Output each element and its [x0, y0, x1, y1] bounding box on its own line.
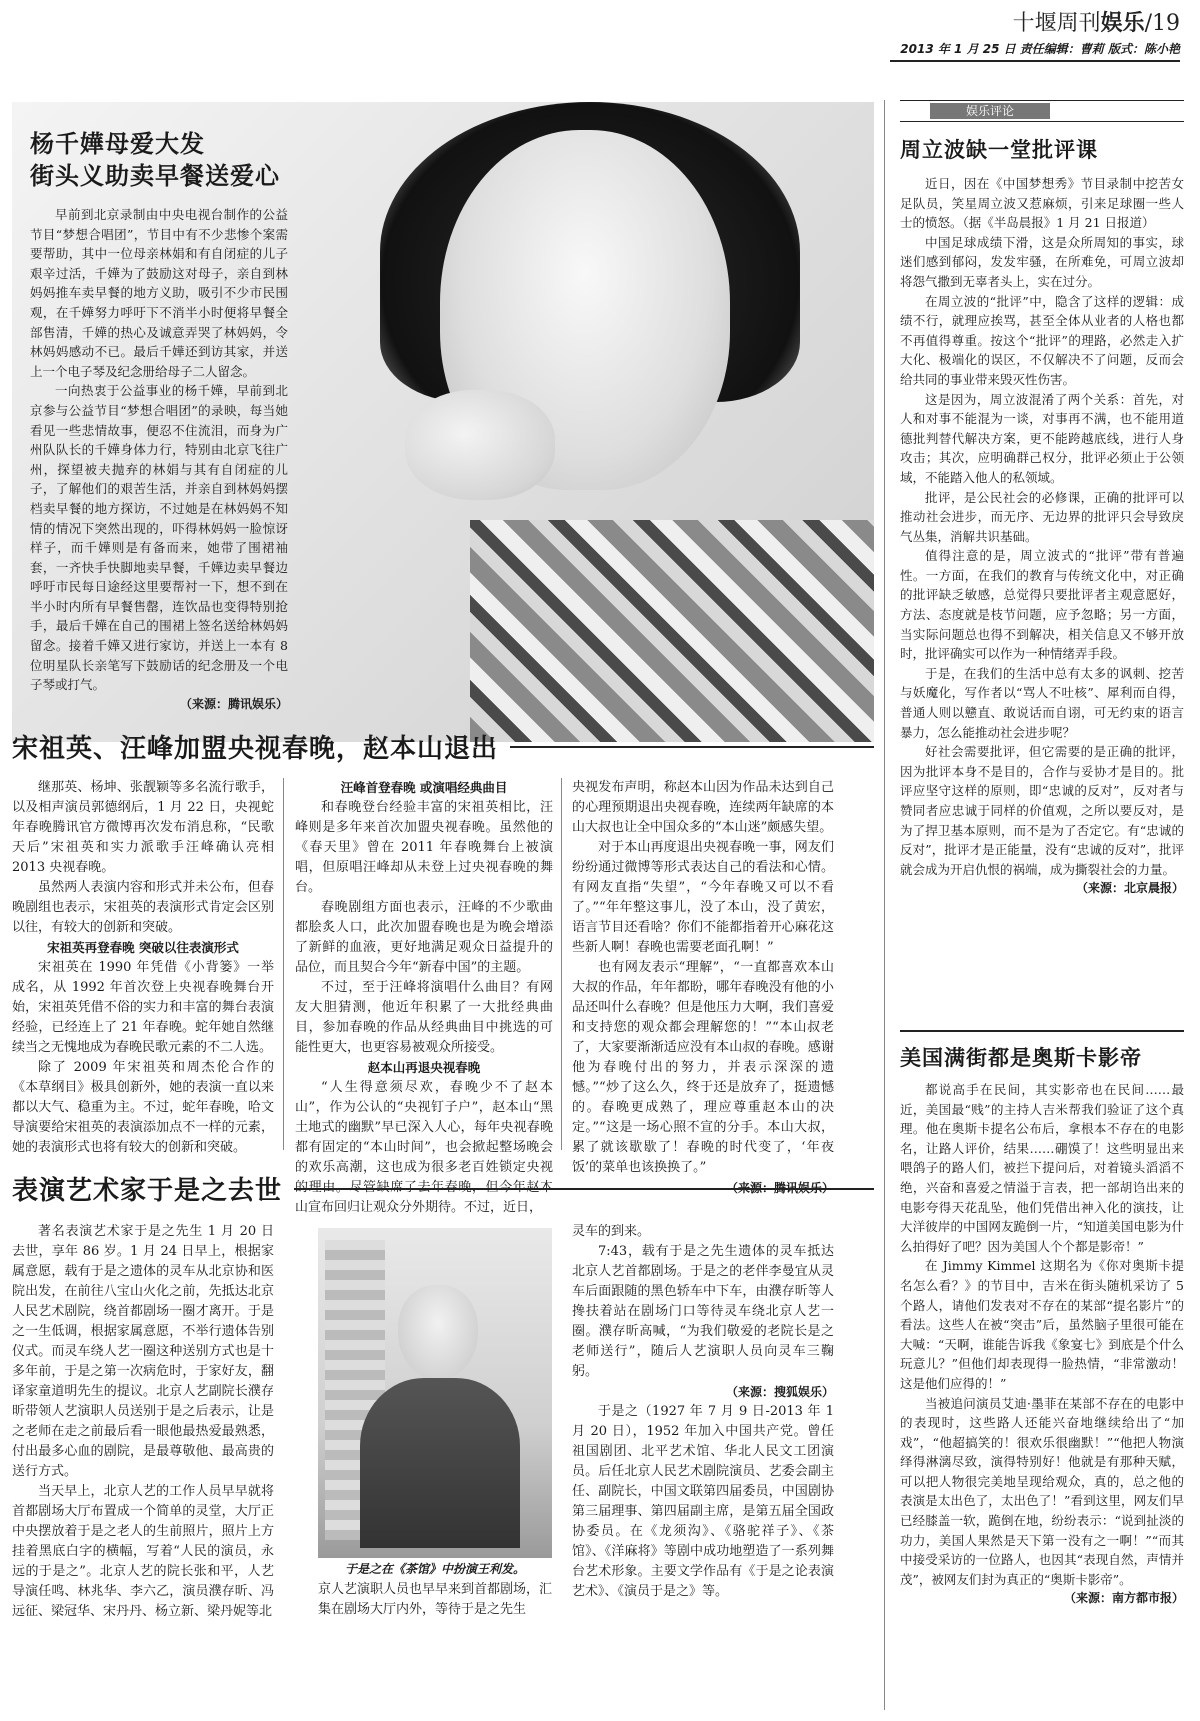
article1-title-line1: 杨千嬅母爱大发 — [30, 129, 205, 158]
page-number: /19 — [1144, 11, 1180, 36]
article-source: （来源：北京晨报） — [1075, 881, 1184, 896]
paragraph: 值得注意的是，周立波式的“批评”带有普遍性。一方面，在我们的教育与传统文化中，对正确的批评缺乏敏感，总觉得只要批评者主观意愿好，方法、态度就是枝节问题，应予忽略；另一方面，当实际问题总也得不到解决，相关信息又不够开放时，批评确实可以作为一种情绪弄手段。 — [900, 548, 1184, 662]
paragraph: 除了 2009 年宋祖英和周杰伦合作的《本草纲目》极具创新外，她的表演一直以来都以大气、稳重为主。不过，蛇年春晚，哈文导演要给宋祖英的表演添加点不一样的元素，她的表演形式也将有较大的创新和突破。 — [12, 1060, 274, 1155]
section-name: 娱乐 — [1100, 10, 1145, 36]
article1-title-line2: 街头义助卖早餐送爱心 — [30, 161, 280, 190]
article1-body — [30, 205, 288, 714]
paragraph: 批评，是公民社会的必修课，正确的批评可以推动社会进步，而无序、无边界的批评只会导致戾气丛集，消解共识基础。 — [900, 489, 1184, 544]
hero-photo-scarf — [470, 520, 874, 742]
subheading: 汪峰首登春晚 或演唱经典曲目 — [340, 780, 508, 795]
subheading: 宋祖英再登春晚 突破以往表演形式 — [47, 940, 239, 955]
article1-paragraph: 早前到北京录制由中央电视台制作的公益节目“梦想合唱团”，节目中有不少悲惨个案需要帮助，其中一位母亲林娟和有自闭症的儿子艰辛过活，千嬅为了鼓励这对母子，亲自到林妈妈推车卖早餐的地方义助，吸引不少市民围观，在千嬅努力呼吁下不消半小时便将早餐全部售清，千嬅的热心及诚意弄哭了林妈妈，令林妈妈感动不已。最后千嬅还到访其家，并送上一个电子琴及纪念册给母子二人留念。 — [30, 207, 288, 379]
article2-column-3 — [572, 778, 834, 1198]
paragraph: 宋祖英在 1990 年凭借《小背篓》一举成名，从 1992 年首次登上央视春晚舞台开始，宋祖英凭借不俗的实力和丰富的舞台表演经验，已经连上了 21 年春晚。蛇年她自然继续当之无愧地成为春晚民歌元素的不二人选。 — [12, 960, 274, 1055]
article4-body — [900, 174, 1184, 899]
paragraph: 中国足球成绩下滑，这是众所周知的事实，球迷们感到郁闷，发发牢骚，在所难免，可周立波却将怨气撒到无辜者头上，实在过分。 — [900, 234, 1184, 289]
masthead — [700, 6, 1180, 37]
paragraph: 于是，在我们的生活中总有太多的讽刺、挖苦与妖魔化，写作者以“骂人不吐核”、犀利而自得，普通人则以戆直、敢说话而自诩，可无约束的语言暴力，怎么能推动社会进步呢？ — [900, 665, 1184, 740]
dateline: 2013 年 1 月 25 日 责任编辑：曹莉 版式：陈小艳 — [900, 42, 1180, 56]
article4-title: 周立波缺一堂批评课 — [900, 137, 1098, 162]
paragraph: “人生得意须尽欢，春晚少不了赵本山”，作为公认的“央视钉子户”，赵本山“黑土地式的幽默”早已深入人心，每年央视春晚都有固定的“本山时间”，也会掀起整场晚会的欢乐高潮，这也成为很多老百姓锁定央视的理由。尽管缺席了去年春晚，但今年赵本山宣布回归让观众分外期待。不过，近日， — [295, 1080, 553, 1215]
paragraph: 不过，至于汪峰将演唱什么曲目？有网友大胆猜测，他近年积累了一大批经典曲目，参加春晚的作品从经典曲目中挑选的可能性更大，也更容易被观众所接受。 — [295, 980, 553, 1055]
article2-title-rule — [510, 746, 874, 748]
paragraph: 当被追问演员艾迪·墨菲在某部不存在的电影中的表现时，这些路人还能兴奋地继续给出了“加戏”，“他超搞笑的！很欢乐很幽默！”“他把人物演绎得淋漓尽致，演得特别好！他就是有那种天赋，可以把人物很完美地呈现给观众，真的，总之他的表演是太出色了，太出色了！”看到这里，网友们早已经膝盖一软，跪倒在地，纷纷表示：“说到扯淡的功力，美国人果然是天下第一没有之一啊！”“而其中接受采访的一位路人，也因其“表现自然，声情并茂”，被网友们封为真正的“奥斯卡影帝”。 — [900, 1395, 1184, 1587]
article2-title: 宋祖英、汪峰加盟央视春晚，赵本山退出 — [12, 734, 499, 764]
paragraph: 春晚剧组方面也表示，汪峰的不少歌曲都脍炙人口，此次加盟春晚也是为晚会增添了新鲜的血液，更好地满足观众日益提升的品位，而且契合今年“新春中国”的主题。 — [295, 900, 553, 975]
article3-column-1 — [12, 1222, 274, 1622]
hero-photo-hand — [405, 390, 555, 500]
paragraph: 著名表演艺术家于是之先生 1 月 20 日去世，享年 86 岁。1 月 24 日早上，根据家属意愿，载有于是之遗体的灵车从北京协和医院出发，在前往八宝山火化之前，先抵达北京人民艺术剧院，绕首都剧场一圈才离开。于是之一生低调，根据家属意愿，不举行遗体告别仪式。而灵车绕人艺一圈这种送别方式也是十多年前，于是之第一次病危时，于家好友，翻译家童道明先生的提议。北京人艺副院长濮存昕带领人艺演职人员送别于是之后表示，让是之老师在走之前最后看一眼他最热爱最熟悉，付出最多心血的剧院，是最尊敬他、最高贵的送行方式。 — [12, 1224, 274, 1479]
article1-paragraph: 一向热衷于公益事业的杨千嬅，早前到北京参与公益节目“梦想合唱团”的录映，每当她看见一些悲情故事，便忍不住流泪，而身为广州队队长的千嬅身体力行，特别由北京飞往广州，探望被夫抛弃的林娟与其有自闭症的儿子，了解他们的艰苦生活，并亲自到林妈妈摆档卖早餐的地方探访，不过她是在林妈妈不知情的情况下突然出现的，吓得林妈妈一脸惊讶样子，而千嬅则是有备而来，她带了围裙袖套，一齐快手快脚地卖早餐，千嬅边卖早餐边呼吁市民每日途经这里要帮衬一下，想不到在半小时内所有早餐售罄，连饮品也变得特别抢手，最后千嬅在自己的围裙上签名送给林妈妈留念。接着千嬅又进行家访，并送上一本有 8 位明星队长亲笔写下鼓励话的纪念册及一个电子琴或打气。 — [30, 383, 288, 693]
masthead-rule — [890, 60, 1180, 62]
paragraph: 和春晚登台经验丰富的宋祖英相比，汪峰则是多年来首次加盟央视春晚。虽然他的《春天里》曾在 2011 年春晚舞台上被演唱，但原唱汪峰却从未登上过央视春晚的舞台。 — [295, 800, 553, 895]
yu-shizhi-photo-robe — [360, 1378, 520, 1548]
article5-title: 美国满街都是奥斯卡影帝 — [900, 1045, 1142, 1070]
column-divider — [561, 778, 562, 1150]
paragraph: 也有网友表示“理解”，“一直都喜欢本山大叔的作品，年年都盼，哪年春晚没有他的小品还叫什么春晚？但是他压力大啊，我们喜爱和支持您的观众都会理解您的！”“本山叔老了，大家要渐渐适应没有本山叔的春晚。感谢他为春晚付出的努力，并表示深深的遗憾。”“炒了这么久，终于还是放弃了，挺遗憾的。春晚更成熟了，理应尊重赵本山的决定。”“这是一场心照不宣的分手。本山大叔，累了就该歇歇了！春晚的时代变了，‘年夜饭’的菜单也该换换了。” — [572, 960, 834, 1175]
article1-headline — [30, 128, 360, 192]
subheading: 赵本山再退央视春晚 — [367, 1060, 481, 1075]
paragraph: 近日，因在《中国梦想秀》节目录制中挖苦女足队员，笑星周立波又惹麻烦，引来足球圈一些人士的愤怒。（据《半岛晨报》1 月 21 日报道） — [900, 176, 1184, 231]
paragraph: 对于本山再度退出央视春晚一事，网友们纷纷通过微博等形式表达自己的看法和心情。有网友直指“失望”，“今年春晚又可以不看了。”“年年整这事儿，没了本山，没了黄宏，语言节目还看啥？你们不能都指着开心麻花这些新人啊！春晚也需要老面孔啊！” — [572, 840, 834, 955]
paragraph: 这是因为，周立波混淆了两个关系：首先，对人和对事不能混为一谈，对事再不满，也不能用道德批判替代解决方案，更不能跨越底线，进行人身攻击；其次，应明确群己权分，批评必须止于公领域，不能踏入他人的私领域。 — [900, 391, 1184, 485]
article5-body — [900, 1080, 1184, 1609]
article2-header — [12, 728, 874, 765]
article3-column-2-tail — [318, 1580, 552, 1620]
article3-title: 表演艺术家于是之去世 — [12, 1176, 283, 1206]
paragraph: 继那英、杨坤、张靓颖等多名流行歌手，以及相声演员郭德纲后，1 月 22 日，央视蛇年春晚腾讯官方微博再次发布消息称，“民歌天后”宋祖英和实力派歌手汪峰确认亮相 2013 央视春晚。 — [12, 780, 274, 875]
article2-column-1 — [12, 778, 274, 1158]
photo-caption: 于是之在《茶馆》中扮演王利发。 — [344, 1562, 525, 1576]
paragraph: 好社会需要批评，但它需要的是正确的批评，因为批评本身不是目的，合作与妥协才是目的。批评应坚守这样的原则，即“忠诚的反对”，反对者与赞同者应忠诚于同样的价值观，之所以要反对，是为了捍卫基本原则，而不是为了否定它。有“忠诚的反对”，批评才是正能量，没有“忠诚的反对”，批评就会成为开启仇恨的祸端，成为撕裂社会的力量。 — [900, 744, 1184, 877]
article3-column-3 — [572, 1222, 834, 1602]
paragraph: 都说高手在民间，其实影帝也在民间……最近，美国最“贱”的主持人吉米帮我们验证了这个真理。他在奥斯卡提名公布后，拿根本不存在的电影名，让路人评价，结果……硼馍了！这些明显出来喂鸽子的路人们，被拦下提问后，对着镜头滔滔不绝，兴奋和喜爱之情溢于言表，把一部胡诌出来的电影夸得天花乱坠，他们凭借出神入化的演技，让大洋彼岸的中国网友跪倒一片，“知道美国电影为什么拍得好了吧？因为美国人个个都是影帝！” — [900, 1082, 1184, 1254]
paragraph: 在 Jimmy Kimmel 这期名为《你对奥斯卡提名怎么看？》的节目中，吉米在街头随机采访了 5 个路人，请他们发表对不存在的某部“提名影片”的看法。这些人在被“突击”后，虽然脑子里很可能在大喊：“天啊，谁能告诉我《象宴七》到底是个什么玩意儿？”但他们却表现得一脸热情，“非常激动！这是他们应得的！” — [900, 1258, 1184, 1391]
article3-title-rule — [294, 1188, 874, 1190]
sidebar-divider — [884, 100, 885, 1710]
paper-name: 十堰周刊 — [1012, 11, 1101, 36]
article4 — [900, 134, 1184, 899]
article3-paragraph: 京人艺演职人员也早早来到首都剧场，汇集在剧场大厅内外，等待于是之先生 — [318, 1582, 553, 1617]
paragraph: 灵车的到来。 — [572, 1224, 651, 1239]
article2-source: （来源：腾讯娱乐） — [725, 1181, 834, 1195]
article5 — [900, 1030, 1184, 1609]
paragraph: 当天早上，北京人艺的工作人员早早就将首都剧场大厅布置成一个简单的灵堂，大厅正中央摆放着于是之老人的生前照片，照片上方挂着黑底白字的横幅，写着“人民的演员，永远的于是之”。北京人艺的院长张和平，人艺导演任鸣、林兆华、李六乙，演员濮存昕、冯远征、梁冠华、宋丹丹、杨立新、梁丹妮等北 — [12, 1484, 274, 1619]
paragraph: 在周立波的“批评”中，隐含了这样的逻辑：成绩不行，就理应挨骂，甚至全体从业者的人格也都不再值得尊重。按这个“批评”的理路，必然走入扩大化、极端化的误区，不仅解决不了问题，反而会给共同的事业带来毁灭性伤害。 — [900, 293, 1184, 387]
paragraph: 虽然两人表演内容和形式并未公布，但春晚剧组也表示，宋祖英的表演形式肯定会区别以往，有较大的创新和突破。 — [12, 880, 274, 935]
article-source: （来源：南方都市报） — [1063, 1591, 1184, 1606]
paragraph: 于是之（1927 年 7 月 9 日-2013 年 1 月 20 日），1952 年加入中国共产党。曾任祖国剧团、北平艺术馆、华北人民文工团演员。后任北京人民艺术剧院演员、艺委会副主任、副院长，中国文联第四届委员，中国剧协第三届理事、第四届副主席，是第五届全国政协委员。在《龙须沟》、《骆驼祥子》、《茶馆》、《洋麻将》等剧中成功地塑造了一系列舞台艺术形象。主要文学作品有《于是之论表演艺术》、《演员于是之》等。 — [572, 1404, 834, 1599]
article3-header — [12, 1170, 874, 1207]
sidebar-tag: 娱乐评论 — [930, 103, 1050, 119]
article-source: （来源：搜狐娱乐） — [725, 1385, 834, 1399]
yu-shizhi-photo-face — [398, 1285, 478, 1380]
paragraph: 央视发布声明，称赵本山因为作品未达到自己的心理预期退出央视春晚，连续两年缺席的本山大叔也让全中国众多的“本山迷”颇感失望。 — [572, 780, 834, 835]
column-divider — [283, 778, 284, 1150]
article1-source: （来源：腾讯娱乐） — [179, 696, 288, 711]
paragraph: 7:43，载有于是之先生遗体的灵车抵达北京人艺首都剧场。于是之的老伴李曼宜从灵车后面跟随的黑色轿车中下车，由濮存昕等人搀扶着站在剧场门口等待灵车绕北京人艺一圈。濮存昕高喊，“为我们敬爱的老院长是之老师送行”，随后人艺演职人员向灵车三鞠躬。 — [572, 1244, 834, 1379]
article2-column-2 — [295, 778, 553, 1218]
